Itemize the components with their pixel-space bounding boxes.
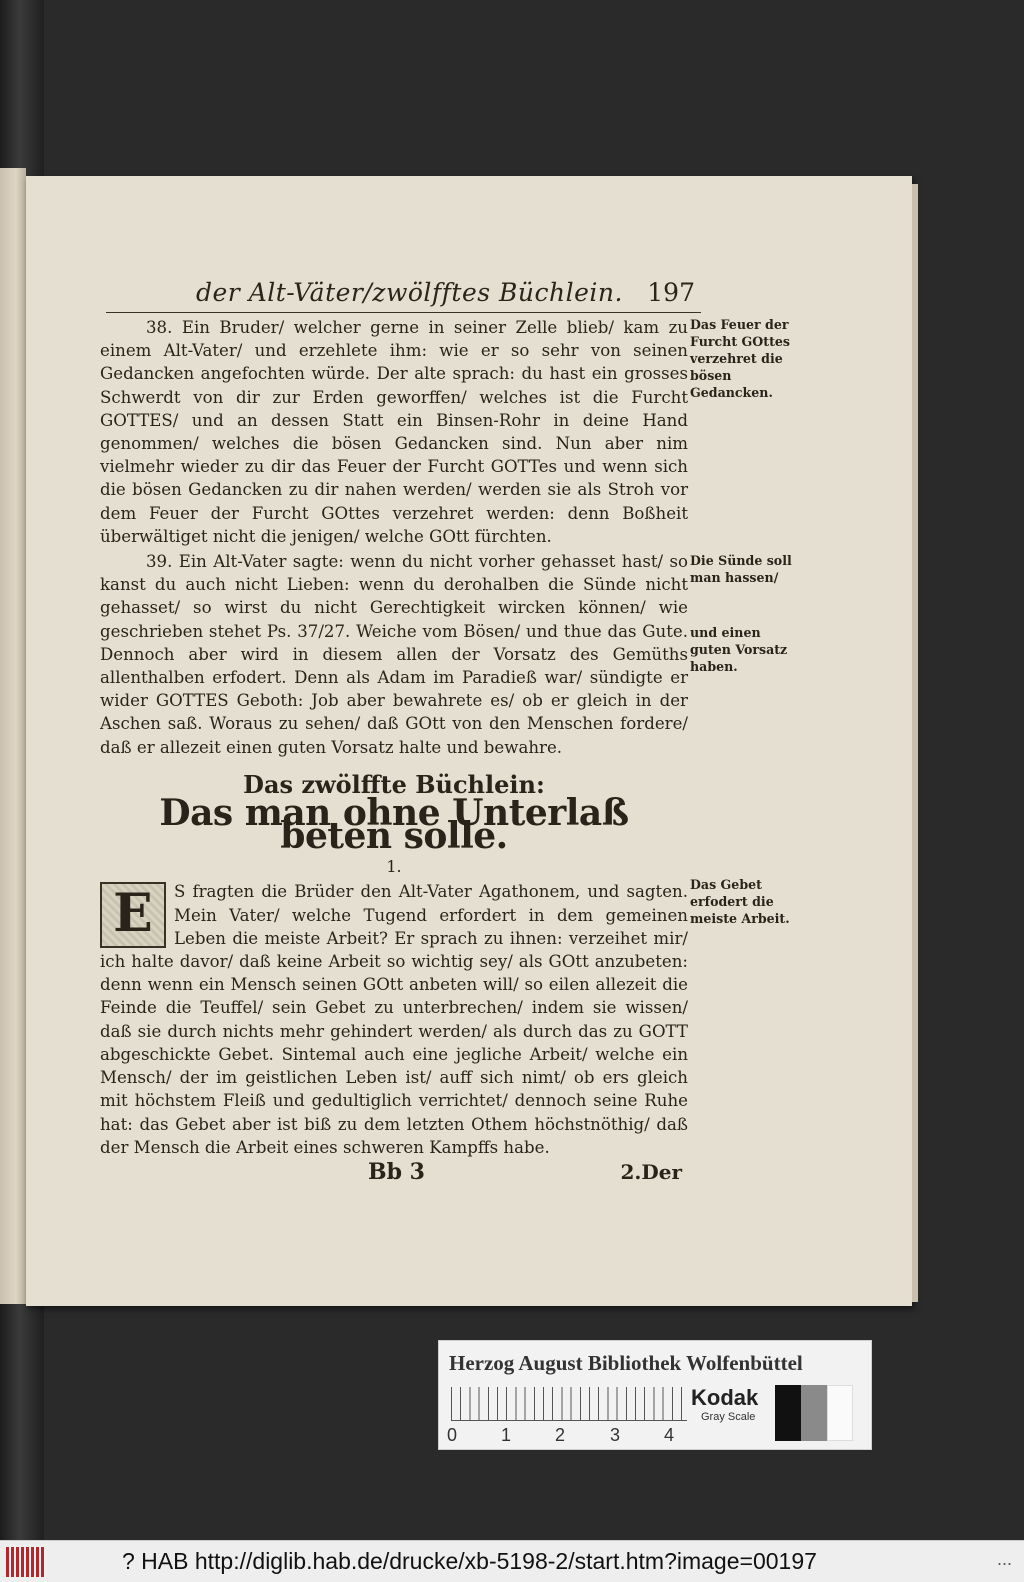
ruler-number: 0 xyxy=(447,1425,458,1445)
running-head xyxy=(106,276,701,313)
page-number: 197 xyxy=(647,278,695,307)
page-footer xyxy=(100,1158,688,1189)
margin-note: Das Feuer der Furcht GOttes verzehret die bösen Gedancken. xyxy=(690,317,790,400)
scale-ruler xyxy=(451,1387,687,1421)
margin-note: Die Sünde soll man hassen/ xyxy=(690,553,792,585)
gray-swatch-black xyxy=(775,1385,801,1441)
page-edge xyxy=(912,184,918,1302)
browser-status-bar xyxy=(0,1540,1024,1582)
signature-mark: Bb 3 xyxy=(368,1158,425,1185)
color-target-card xyxy=(438,1340,872,1450)
chapter-subtitle: Das zwölffte Büchlein: xyxy=(243,769,545,799)
paragraph-1-text: S fragten die Brüder den Alt-Vater Agathonem, und sagten. Mein Vater/ welche Tugend erfordert in dem gemeinen Leben die meiste Arbeit? Er sprach zu ihnen: verzeihet mir/ ich halte davor/ daß keine Arbeit so wichtig sey/ als GOtt anzubeten: denn wenn ein Mensch seinen GOtt anbeten will/ so eilen allezeit die Feinde die Teuffel/ sein Gebet zu unterbrechen/ indem sie wissen/ daß sie durch nichts mehr gehindert werden/ als durch das zu GOTT abgeschickte Gebet. Sintemal auch eine jegliche Arbeit/ welche ein Mensch/ der im geistlichen Leben ist/ auff sich nimt/ ob ers gleich mit höchstem Fleiß und gedultiglich verrichtet/ dennoch seine Ruhe hat: das Gebet aber ist biß zu dem letzten Othem höchstnöthig/ daß der Mensch die Arbeit eines schweren Kampffs habe. xyxy=(100,882,688,1157)
left-page-edge xyxy=(0,168,26,1304)
more-icon[interactable]: ... xyxy=(996,1549,1012,1569)
running-head-title: der Alt-Väter/zwölfftes Büchlein. xyxy=(196,278,623,307)
gray-swatch-white xyxy=(827,1385,853,1441)
kodak-logo: Kodak xyxy=(691,1385,759,1410)
ruler-number: 2 xyxy=(555,1425,566,1445)
scanned-page xyxy=(26,176,912,1306)
hab-logo-icon xyxy=(6,1547,46,1577)
status-url[interactable]: ? HAB http://diglib.hab.de/drucke/xb-5198-2/start.htm?image=00197 xyxy=(122,1548,817,1574)
dropcap: E xyxy=(100,882,166,948)
ruler-number: 3 xyxy=(610,1425,621,1445)
main-text xyxy=(100,316,688,1189)
chapter-title: Das man ohne Unterlaß beten solle. xyxy=(159,792,629,858)
ruler-number: 4 xyxy=(664,1425,675,1445)
margin-note: Das Gebet erfodert die meiste Arbeit. xyxy=(690,877,790,926)
library-name: Herzog August Bibliothek Wolfenbüttel xyxy=(449,1351,803,1375)
paragraph-38: 38. Ein Bruder/ welcher gerne in seiner Zelle blieb/ kam zu einem Alt-Vater/ und erzehlete ihm: wie er so sehr von seinen Gedancken angefochten würde. Der alte sprach: du hast ein grosses Schwerdt von dir zur Erden geworffen/ welches ist die Furcht GOTTES/ und an dessen Statt ein Binsen-Rohr in deine Hand genommen/ welches die bösen Gedancken sind. Nun aber nim vielmehr wieder zu dir das Feuer der Furcht GOTTes und wenn sich die bösen Gedancken zu dir nahen werden/ werden sie als Stroh vor dem Feuer der Furcht GOttes verzehret werden: denn Boßheit überwältiget nicht die jenigen/ welche GOtt fürchten. xyxy=(100,318,688,546)
ruler-number: 1 xyxy=(501,1425,512,1445)
margin-note: und einen guten Vorsatz haben. xyxy=(690,625,788,674)
gray-swatch-mid xyxy=(801,1385,827,1441)
catchword: 2.Der xyxy=(620,1159,682,1184)
section-number: 1. xyxy=(386,857,402,877)
gray-scale-label: Gray Scale xyxy=(701,1411,756,1423)
paragraph-1 xyxy=(100,880,688,1158)
paragraph-39: 39. Ein Alt-Vater sagte: wenn du nicht vorher gehasset hast/ so kanst du auch nicht Lieben: wenn du derohalben die Sünde nicht gehasset/ so wirst du nicht Gerechtigkeit wircken können/ wie geschrieben stehet Ps. 37/27. Weiche vom Bösen/ und thue das Gute. Dennoch aber wird in diesem allen der Vorsatz des Gemüths allenthalben erfodert. Denn als Adam im Paradieß war/ sündigte er wider GOTTES Geboth: Job aber bewahrete es/ ob er gleich in der Aschen saß. Woraus zu sehen/ daß GOtt von den Menschen fordere/ daß er allezeit einen guten Vorsatz halte und bewahre. xyxy=(100,552,688,757)
